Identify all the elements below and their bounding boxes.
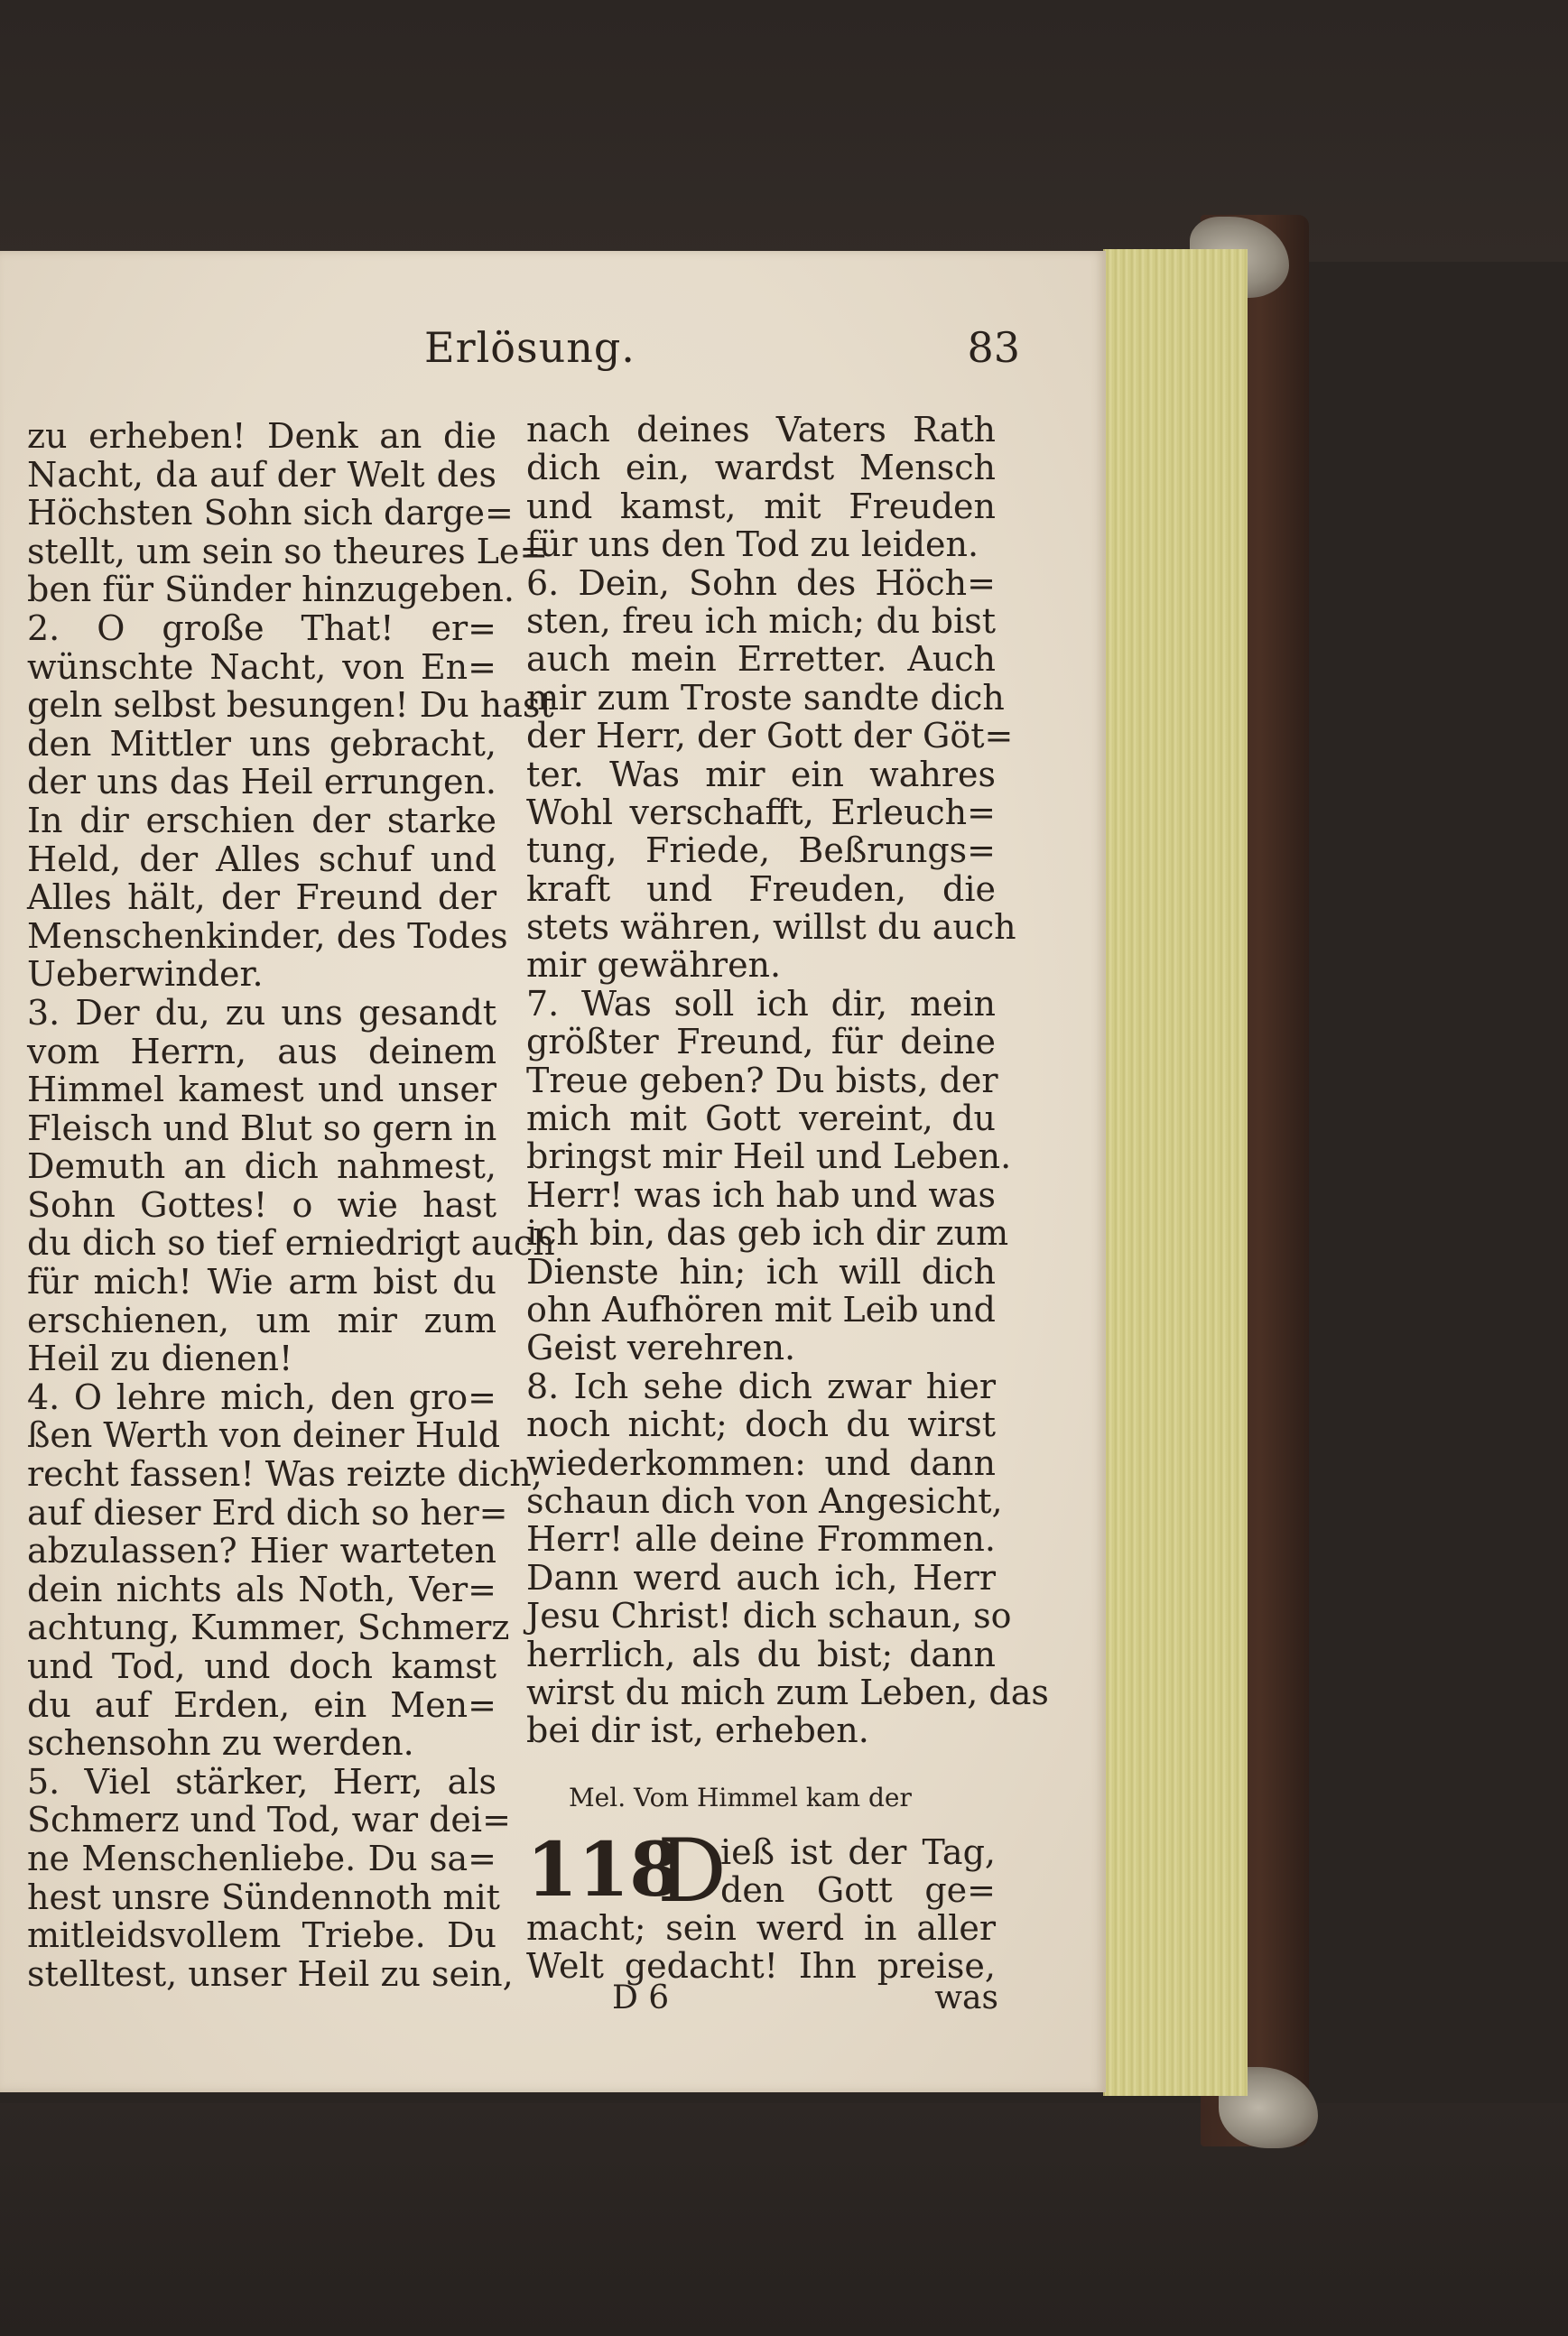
text-line: kraft und Freuden, die: [526, 868, 996, 909]
text-line: Jesu Christ! dich schaun, so: [526, 1596, 1012, 1636]
text-line: wirst du mich zum Leben, das: [526, 1672, 1049, 1712]
text-line: 8. Ich sehe dich zwar hier: [526, 1366, 996, 1406]
text-line: ben für Sünder hinzugeben.: [27, 570, 515, 610]
text-line: Wohl verschafft, Erleuch=: [526, 792, 996, 832]
text-line: Held, der Alles schuf und: [27, 839, 496, 879]
text-line: ter. Was mir ein wahres: [526, 754, 996, 794]
text-line: Heil zu dienen!: [27, 1339, 293, 1379]
text-line: stelltest, unser Heil zu sein,: [27, 1953, 514, 1994]
text-line: zu erheben! Denk an die: [27, 416, 496, 456]
text-line: Ueberwinder.: [27, 954, 264, 995]
text-line: wünschte Nacht, von En=: [27, 646, 496, 687]
text-line: hest unsre Sündennoth mit: [27, 1877, 500, 1917]
text-line: noch nicht; doch du wirst: [526, 1404, 996, 1445]
left-text-column: [27, 416, 555, 1994]
text-line: ohn Aufhören mit Leib und: [526, 1289, 996, 1330]
text-line: mir gewähren.: [526, 945, 782, 986]
text-line: tung, Friede, Beßrungs=: [526, 830, 996, 871]
text-line: 4. O lehre mich, den gro=: [27, 1377, 496, 1417]
text-line: 6. Dein, Sohn des Höch=: [526, 562, 996, 603]
text-line: Höchsten Sohn sich darge=: [27, 493, 514, 533]
text-line: Sohn Gottes! o wie hast: [27, 1184, 496, 1225]
text-line: Herr! alle deine Frommen.: [526, 1519, 996, 1560]
text-line: für mich! Wie arm bist du: [27, 1262, 496, 1302]
text-line: Dienste hin; ich will dich: [526, 1251, 996, 1292]
text-line: Dann werd auch ich, Herr: [526, 1557, 996, 1598]
background-bottom: [0, 2103, 1568, 2336]
text-line: Schmerz und Tod, war dei=: [27, 1800, 511, 1840]
text-line: recht fassen! Was reizte dich,: [27, 1454, 543, 1495]
text-line: achtung, Kummer, Schmerz: [27, 1608, 510, 1648]
text-line: Nacht, da auf der Welt des: [27, 454, 496, 495]
running-title: Erlösung.: [424, 323, 636, 372]
text-line: Alles hält, der Freund der: [27, 877, 496, 918]
text-line: 3. Der du, zu uns gesandt: [27, 992, 496, 1033]
gilt-page-edge: [1103, 249, 1248, 2096]
text-line: 2. O große That! er=: [27, 607, 496, 648]
page-number: 83: [967, 323, 1020, 372]
text-line: der Herr, der Gott der Göt=: [526, 716, 1014, 756]
text-line: 5. Viel stärker, Herr, als: [27, 1761, 496, 1802]
text-line: dich ein, wardst Mensch: [526, 448, 996, 488]
text-line: nach deines Vaters Rath: [526, 410, 996, 450]
text-line: du dich so tief erniedrigt auch: [27, 1223, 555, 1264]
text-line: Menschenkinder, des Todes: [27, 915, 508, 956]
text-line: stets währen, willst du auch: [526, 907, 1016, 948]
catchword: was: [934, 1979, 998, 2016]
hymn-line: ieß ist der Tag,: [720, 1832, 996, 1872]
text-line: In dir erschien der starke: [27, 800, 496, 840]
text-line: schaun dich von Angesicht,: [526, 1480, 1003, 1521]
text-line: dein nichts als Noth, Ver=: [27, 1569, 496, 1609]
hymn-number: 118: [526, 1827, 682, 1914]
text-line: und Tod, und doch kamst: [27, 1646, 496, 1686]
text-line: größter Freund, für deine: [526, 1022, 996, 1062]
text-line: sten, freu ich mich; du bist: [526, 600, 996, 641]
text-line: schensohn zu werden.: [27, 1723, 414, 1764]
drop-cap: D: [657, 1821, 727, 1922]
text-line: Treue geben? Du bists, der: [526, 1060, 998, 1100]
text-line: Demuth an dich nahmest,: [27, 1146, 496, 1187]
text-line: den Mittler uns gebracht,: [27, 723, 496, 764]
text-line: bei dir ist, erheben.: [526, 1710, 869, 1751]
background-top: [0, 0, 1568, 262]
text-line: und kamst, mit Freuden: [526, 486, 996, 526]
text-line: Herr! was ich hab und was: [526, 1174, 996, 1215]
right-text-column: [526, 410, 1049, 1751]
text-line: auf dieser Erd dich so her=: [27, 1492, 508, 1533]
text-line: abzulassen? Hier warteten: [27, 1531, 496, 1571]
hymn-line: macht; sein werd in aller: [526, 1908, 996, 1948]
text-line: herrlich, als du bist; dann: [526, 1634, 996, 1674]
text-line: ßen Werth von deiner Huld: [27, 1415, 501, 1456]
text-line: vom Herrn, aus deinem: [27, 1031, 496, 1071]
text-line: ne Menschenliebe. Du sa=: [27, 1838, 496, 1878]
text-line: bringst mir Heil und Leben.: [526, 1136, 1012, 1177]
hymn-line: den Gott ge=: [720, 1870, 996, 1910]
melody-line: Mel. Vom Himmel kam der: [569, 1783, 912, 1812]
text-line: Fleisch und Blut so gern in: [27, 1108, 497, 1148]
text-line: erschienen, um mir zum: [27, 1300, 496, 1340]
text-line: 7. Was soll ich dir, mein: [526, 983, 996, 1024]
text-line: mir zum Troste sandte dich: [526, 677, 1005, 718]
text-line: Geist verehren.: [526, 1328, 796, 1368]
text-line: auch mein Erretter. Auch: [526, 639, 996, 680]
text-line: wiederkommen: und dann: [526, 1442, 996, 1483]
text-line: der uns das Heil errungen.: [27, 762, 496, 802]
text-line: mitleidsvollem Triebe. Du: [27, 1915, 496, 1956]
text-line: ich bin, das geb ich dir zum: [526, 1213, 1009, 1254]
hymn-line: Welt gedacht! Ihn preise,: [526, 1946, 996, 1986]
text-line: mich mit Gott vereint, du: [526, 1098, 996, 1139]
text-line: geln selbst besungen! Du hast: [27, 685, 554, 726]
text-line: Himmel kamest und unser: [27, 1070, 496, 1110]
text-line: stellt, um sein so theures Le=: [27, 531, 549, 571]
text-line: für uns den Tod zu leiden.: [526, 524, 979, 565]
signature-mark: D 6: [612, 1979, 670, 2016]
text-line: du auf Erden, ein Men=: [27, 1684, 496, 1725]
